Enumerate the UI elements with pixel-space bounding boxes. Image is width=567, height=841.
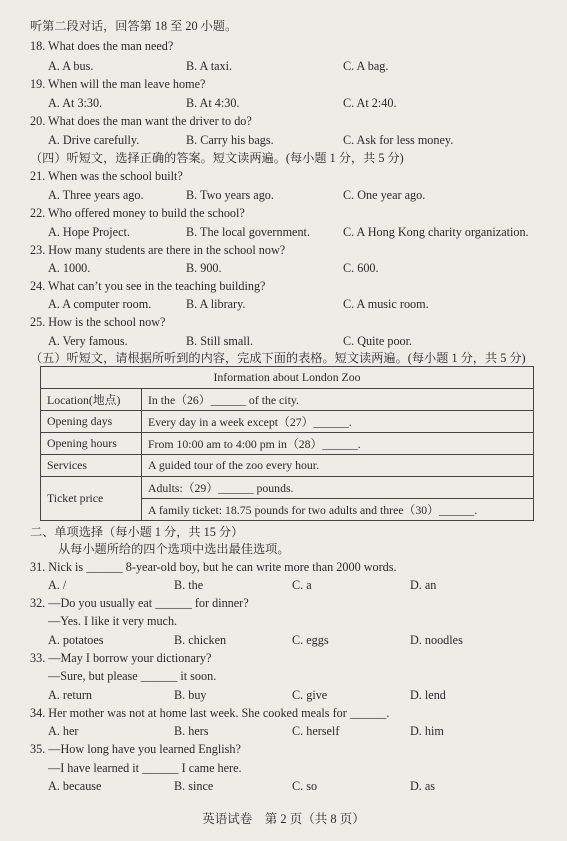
question-22: 22. Who offered money to build the school? <box>30 206 245 220</box>
option-33-b: B. buy <box>174 688 207 702</box>
question-24: 24. What can’t you see in the teaching building? <box>30 279 266 293</box>
row-label-opening-hours: Opening hours <box>41 433 142 455</box>
page-footer: 英语试卷 第 2 页（共 8 页） <box>202 812 365 826</box>
option-25-a: A. Very famous. <box>48 334 128 348</box>
option-25-c: C. Quite poor. <box>343 334 413 348</box>
table-row <box>41 367 534 389</box>
option-33-d: D. lend <box>410 688 446 702</box>
option-33-c: C. give <box>292 688 328 702</box>
option-34-d: D. him <box>410 724 444 738</box>
row-label-location: Location(地点) <box>41 389 142 411</box>
part-2-instruction: 从每小题所给的四个选项中选出最佳选项。 <box>58 542 290 556</box>
row-label-opening-days: Opening days <box>41 411 142 433</box>
option-22-a: A. Hope Project. <box>48 225 130 239</box>
question-33: 33. —May I borrow your dictionary? <box>30 651 212 665</box>
option-21-a: A. Three years ago. <box>48 188 144 202</box>
option-24-b: B. A library. <box>186 297 246 311</box>
option-25-b: B. Still small. <box>186 334 254 348</box>
table-title: Information about London Zoo <box>41 367 534 389</box>
option-19-a: A. At 3:30. <box>48 96 103 110</box>
table-row <box>41 389 534 411</box>
row-value-adult-ticket: Adults:（29）______ pounds. <box>142 477 534 499</box>
question-20: 20. What does the man want the driver to do? <box>30 114 252 128</box>
option-35-b: B. since <box>174 779 214 793</box>
option-35-a: A. because <box>48 779 102 793</box>
question-19: 19. When will the man leave home? <box>30 77 206 91</box>
row-value-location: In the（26）______ of the city. <box>142 389 534 411</box>
option-20-c: C. Ask for less money. <box>343 133 454 147</box>
option-34-c: C. herself <box>292 724 340 738</box>
row-value-services: A guided tour of the zoo every hour. <box>142 455 534 477</box>
section-4-heading: （四）听短文，选择正确的答案。短文读两遍。(每小题 1 分，共 5 分) <box>30 151 404 165</box>
table-row <box>41 455 534 477</box>
option-35-c: C. so <box>292 779 318 793</box>
option-23-c: C. 600. <box>343 261 379 275</box>
table-row <box>41 433 534 455</box>
question-21: 21. When was the school built? <box>30 169 183 183</box>
question-35-reply: —I have learned it ______ I came here. <box>48 761 242 775</box>
option-18-a: A. A bus. <box>48 59 94 73</box>
question-34: 34. Her mother was not at home last week. She cooked meals for ______. <box>30 706 390 720</box>
option-31-c: C. a <box>292 578 312 592</box>
option-34-b: B. hers <box>174 724 209 738</box>
question-35: 35. —How long have you learned English? <box>30 742 241 756</box>
option-21-b: B. Two years ago. <box>186 188 274 202</box>
table-row <box>41 477 534 499</box>
option-35-d: D. as <box>410 779 436 793</box>
row-value-opening-days: Every day in a week except（27）______. <box>142 411 534 433</box>
option-22-c: C. A Hong Kong charity organization. <box>343 225 529 239</box>
option-18-c: C. A bag. <box>343 59 389 73</box>
option-23-b: B. 900. <box>186 261 222 275</box>
table-row <box>41 411 534 433</box>
option-20-a: A. Drive carefully. <box>48 133 140 147</box>
question-23: 23. How many students are there in the school now? <box>30 243 286 257</box>
option-31-d: D. an <box>410 578 437 592</box>
zoo-info-table <box>40 366 534 521</box>
option-32-c: C. eggs <box>292 633 329 647</box>
part-2-heading: 二、单项选择（每小题 1 分，共 15 分） <box>30 525 244 539</box>
option-19-c: C. At 2:40. <box>343 96 397 110</box>
option-33-a: A. return <box>48 688 92 702</box>
question-25: 25. How is the school now? <box>30 315 166 329</box>
option-23-a: A. 1000. <box>48 261 91 275</box>
option-32-d: D. noodles <box>410 633 463 647</box>
option-22-b: B. The local government. <box>186 225 310 239</box>
question-18: 18. What does the man need? <box>30 39 174 53</box>
option-32-a: A. potatoes <box>48 633 104 647</box>
question-31: 31. Nick is ______ 8-year-old boy, but he can write more than 2000 words. <box>30 560 397 574</box>
section-instruction: 听第二段对话，回答第 18 至 20 小题。 <box>30 19 238 33</box>
row-value-opening-hours: From 10:00 am to 4:00 pm in（28）______. <box>142 433 534 455</box>
option-24-c: C. A music room. <box>343 297 429 311</box>
question-32: 32. —Do you usually eat ______ for dinner? <box>30 596 249 610</box>
option-31-b: B. the <box>174 578 204 592</box>
option-24-a: A. A computer room. <box>48 297 152 311</box>
question-33-reply: —Sure, but please ______ it soon. <box>48 669 217 683</box>
row-label-ticket-price: Ticket price <box>41 477 142 521</box>
option-32-b: B. chicken <box>174 633 227 647</box>
section-5-heading: （五）听短文，请根据所听到的内容，完成下面的表格。短文读两遍。(每小题 1 分，共 5 分) <box>30 351 526 365</box>
option-31-a: A. / <box>48 578 67 592</box>
option-19-b: B. At 4:30. <box>186 96 240 110</box>
option-18-b: B. A taxi. <box>186 59 233 73</box>
question-32-reply: —Yes. I like it very much. <box>48 614 178 628</box>
row-value-family-ticket: A family ticket: 18.75 pounds for two adults and three（30）______. <box>142 499 534 521</box>
option-21-c: C. One year ago. <box>343 188 426 202</box>
option-20-b: B. Carry his bags. <box>186 133 274 147</box>
option-34-a: A. her <box>48 724 79 738</box>
row-label-services: Services <box>41 455 142 477</box>
